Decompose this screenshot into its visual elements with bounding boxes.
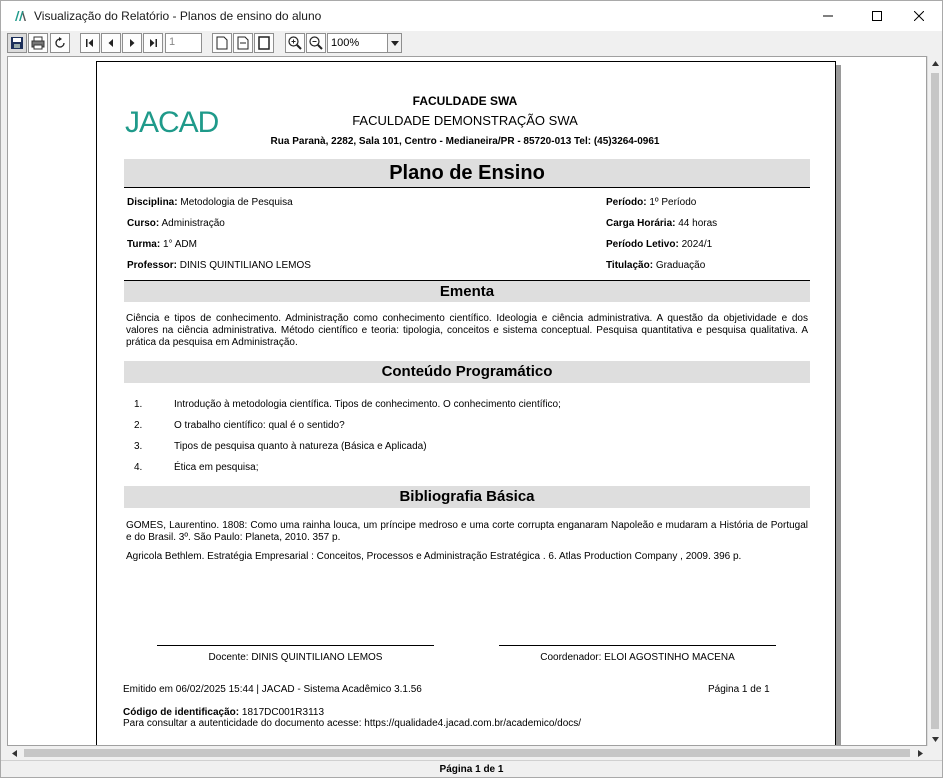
logo-text: JACAD	[125, 106, 219, 138]
first-page-button[interactable]	[80, 33, 100, 53]
field-curso	[127, 218, 225, 229]
signature-coordenador: Coordenador: ELOI AGOSTINHO MACENA	[540, 652, 735, 663]
page-width-icon	[237, 36, 249, 50]
arrow-right-icon	[918, 750, 923, 757]
zoom-in-button[interactable]	[285, 33, 305, 53]
last-page-icon	[148, 38, 158, 48]
zoom-out-icon	[309, 36, 323, 50]
field-curso-value: Administração	[161, 218, 225, 229]
conteudo-item-text: O trabalho científico: qual é o sentido?	[174, 420, 345, 431]
arrow-up-icon	[932, 61, 939, 66]
arrow-left-icon	[12, 750, 17, 757]
arrow-down-icon	[932, 737, 939, 742]
page-number-input[interactable]: 1	[165, 33, 202, 53]
close-icon	[914, 11, 924, 21]
report-page	[96, 61, 836, 746]
field-turma-value: 1° ADM	[162, 239, 197, 250]
previous-page-button[interactable]	[101, 33, 121, 53]
identification-code-value: 1817DC001R3113	[241, 707, 325, 718]
field-professor-label: Professor:	[127, 260, 178, 271]
scroll-left-arrow[interactable]	[7, 746, 21, 760]
field-periodo-label: Período:	[606, 197, 647, 208]
first-page-icon	[85, 38, 95, 48]
conteudo-item-text: Ética em pesquisa;	[174, 462, 259, 473]
report-viewport[interactable]	[7, 56, 927, 746]
field-periodo	[606, 197, 696, 208]
conteudo-item-number: 2.	[134, 420, 143, 431]
minimize-icon	[823, 11, 833, 21]
field-letivo-value: 2024/1	[681, 239, 713, 250]
horizontal-scroll-thumb[interactable]	[24, 749, 910, 757]
identification-code	[123, 707, 324, 718]
conteudo-item-text: Tipos de pesquisa quanto à natureza (Básica e Aplicada)	[174, 441, 427, 452]
ementa-text: Ciência e tipos de conhecimento. Administração como conhecimento científico. Ideologia e ciência administrativa. A questão da objetividade e dos valores na ciência administrativa. Método científico e teoria: tipologia, conceitos e sistema conceptual. Pesquisa quantitativa e pesquisa qualitativa. A prática da pesquisa em Administração.	[126, 313, 808, 348]
vertical-scroll-thumb[interactable]	[931, 73, 939, 729]
signature-line-docente	[157, 645, 434, 646]
field-professor	[127, 260, 311, 271]
printer-icon	[31, 36, 45, 50]
chevron-down-icon	[391, 41, 399, 46]
field-turma	[127, 239, 197, 250]
full-page-icon	[258, 36, 270, 50]
section-bibliografia-header: Bibliografia Básica	[124, 486, 810, 508]
save-button[interactable]	[7, 33, 27, 53]
title-bar	[1, 1, 942, 31]
field-periodo-letivo	[606, 239, 712, 250]
print-button[interactable]	[28, 33, 48, 53]
zoom-value: 100%	[331, 37, 360, 49]
authenticity-note: Para consultar a autenticidade do documento acesse: https://qualidade4.jacad.com.br/academico/docs/	[123, 718, 582, 729]
window-title: Visualização do Relatório - Planos de ensino do aluno	[34, 9, 322, 23]
field-letivo-label: Período Letivo:	[606, 239, 679, 250]
field-disciplina-value: Metodologia de Pesquisa	[180, 197, 293, 208]
conteudo-item-number: 1.	[134, 399, 143, 410]
field-carga-label: Carga Horária:	[606, 218, 676, 229]
field-curso-label: Curso:	[127, 218, 160, 229]
field-titulacao	[606, 260, 705, 271]
signature-docente: Docente: DINIS QUINTILIANO LEMOS	[208, 652, 383, 663]
single-page-view-button[interactable]	[212, 33, 232, 53]
zoom-select[interactable]	[327, 33, 402, 53]
refresh-button[interactable]	[50, 33, 70, 53]
next-page-button[interactable]	[122, 33, 142, 53]
minimize-button[interactable]	[805, 1, 851, 31]
institution-address: Rua Paranà, 2282, Sala 101, Centro - Medianeira/PR - 85720-013 Tel: (45)3264-0961	[270, 136, 660, 147]
scroll-up-arrow[interactable]	[928, 56, 942, 70]
field-disciplina	[127, 197, 293, 208]
field-turma-label: Turma:	[127, 239, 161, 250]
last-page-button[interactable]	[143, 33, 163, 53]
vertical-scrollbar[interactable]	[927, 56, 942, 746]
scroll-right-arrow[interactable]	[913, 746, 927, 760]
close-button[interactable]	[896, 1, 942, 31]
refresh-icon	[54, 37, 66, 49]
zoom-dropdown-arrow[interactable]	[387, 34, 401, 52]
app-logo-icon	[14, 9, 28, 23]
previous-page-icon	[106, 38, 116, 48]
section-ementa-header: Ementa	[124, 280, 810, 302]
maximize-icon	[872, 11, 882, 21]
field-carga-value: 44 horas	[678, 218, 718, 229]
signature-line-coordenador	[499, 645, 776, 646]
jacad-logo	[125, 104, 223, 138]
page-counter: Página 1 de 1	[708, 684, 770, 695]
zoom-out-button[interactable]	[306, 33, 326, 53]
institution-subtitle: FACULDADE DEMONSTRAÇÃO SWA	[352, 113, 578, 128]
bibliografia-item: Agricola Bethlem. Estratégia Empresarial : Conceitos, Processos e Administração Estratégica . 6. Atlas Production Company , 2009. 396 p.	[126, 551, 742, 562]
conteudo-item-number: 4.	[134, 462, 143, 473]
institution-name: FACULDADE SWA	[412, 94, 518, 108]
field-professor-value: DINIS QUINTILIANO LEMOS	[179, 260, 311, 271]
floppy-disk-icon	[10, 36, 24, 50]
status-bar: Página 1 de 1	[1, 760, 942, 777]
maximize-button[interactable]	[854, 1, 900, 31]
bibliografia-item: GOMES, Laurentino. 1808: Como uma rainha louca, um príncipe medroso e uma corte corrupta enganaram Napoleão e mudaram a História de Portugal e do Brasil. 3º. São Paulo: Planeta, 2010. 357 p.	[126, 520, 808, 543]
next-page-icon	[127, 38, 137, 48]
report-title: Plano de Ensino	[124, 159, 810, 188]
conteudo-item-number: 3.	[134, 441, 143, 452]
page-icon	[216, 36, 228, 50]
toolbar	[1, 31, 942, 56]
field-periodo-value: 1º Período	[649, 197, 697, 208]
conteudo-item-text: Introdução à metodologia científica. Tipos de conhecimento. O conhecimento científico;	[174, 399, 561, 410]
horizontal-scrollbar[interactable]	[7, 746, 927, 760]
field-titulacao-value: Graduação	[655, 260, 706, 271]
field-titulacao-label: Titulação:	[606, 260, 654, 271]
full-page-view-button[interactable]	[254, 33, 274, 53]
scroll-down-arrow[interactable]	[928, 732, 942, 746]
field-disciplina-label: Disciplina:	[127, 197, 178, 208]
emission-info: Emitido em 06/02/2025 15:44 | JACAD - Sistema Acadêmico 3.1.56	[123, 684, 422, 695]
page-width-view-button[interactable]	[233, 33, 253, 53]
section-conteudo-header: Conteúdo Programático	[124, 361, 810, 383]
identification-code-label: Código de identificação:	[123, 707, 240, 718]
zoom-in-icon	[288, 36, 302, 50]
field-carga-horaria	[606, 218, 717, 229]
